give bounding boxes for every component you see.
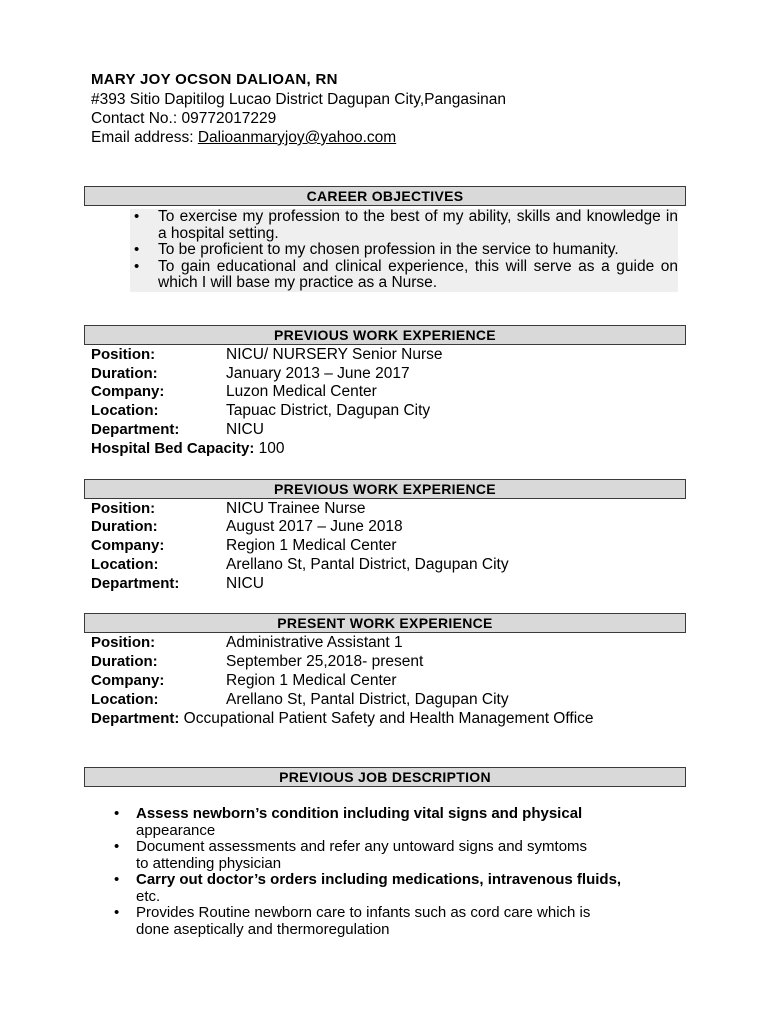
list-item-text: Provides Routine newborn care to infants such as cord care which is — [136, 904, 591, 921]
position-label: Position: — [91, 634, 156, 651]
email-label: Email address: — [91, 129, 198, 146]
duration-value: August 2017 – June 2018 — [226, 518, 403, 535]
department-label: Department: — [91, 421, 180, 438]
department-value: NICU — [226, 421, 264, 438]
position-value: Administrative Assistant 1 — [226, 634, 403, 651]
company-value: Luzon Medical Center — [226, 383, 377, 400]
list-item: • To gain educational and clinical experience, this will serve as a guide on which I will base my practice as a Nurse. — [130, 259, 678, 292]
experience-1-bed-capacity-row — [91, 439, 285, 458]
job-description-list — [112, 806, 702, 938]
department-value: Occupational Patient Safety and Health Management Office — [179, 710, 594, 727]
job-description-heading: PREVIOUS JOB DESCRIPTION — [84, 767, 686, 787]
list-item: • To be proficient to my chosen profession in the service to humanity. — [130, 242, 678, 259]
company-value: Region 1 Medical Center — [226, 672, 397, 689]
department-label: Department: — [91, 710, 180, 727]
company-value: Region 1 Medical Center — [226, 537, 397, 554]
location-value: Arellano St, Pantal District, Dagupan City — [226, 691, 509, 708]
list-item-text: Document assessments and refer any untoward signs and symtoms — [136, 838, 588, 855]
duration-label: Duration: — [91, 518, 158, 535]
email-link[interactable]: Dalioanmaryjoy@yahoo.com — [197, 129, 397, 146]
list-item — [112, 872, 702, 905]
career-objectives-list — [130, 209, 678, 292]
location-label: Location: — [91, 556, 159, 573]
department-value: NICU — [226, 575, 264, 592]
contact-line — [91, 110, 276, 128]
location-label: Location: — [91, 402, 159, 419]
list-item-text: Carry out doctor’s orders including medications, intravenous fluids, — [136, 871, 622, 888]
company-label: Company: — [91, 383, 165, 400]
experience-3-department-row — [91, 709, 594, 728]
experience-3-heading: PRESENT WORK EXPERIENCE — [84, 613, 686, 633]
contact-number: 09772017229 — [181, 110, 277, 127]
experience-1-heading: PREVIOUS WORK EXPERIENCE — [84, 325, 686, 345]
experience-2-heading: PREVIOUS WORK EXPERIENCE — [84, 479, 686, 499]
contact-label: Contact No.: — [91, 110, 182, 127]
position-label: Position: — [91, 500, 156, 517]
address: #393 Sitio Dapitilog Lucao District Dagupan City,Pangasinan — [91, 91, 507, 108]
list-item-text: etc. — [136, 887, 161, 905]
career-objectives-heading: CAREER OBJECTIVES — [84, 186, 686, 206]
list-item-text: to attending physician — [136, 854, 282, 872]
duration-label: Duration: — [91, 365, 158, 382]
list-item — [112, 806, 702, 839]
list-item-text: Assess newborn’s condition including vital signs and physical — [136, 805, 583, 822]
company-label: Company: — [91, 537, 165, 554]
applicant-name: MARY JOY OCSON DALIOAN, RN — [91, 71, 338, 88]
duration-value: September 25,2018- present — [226, 653, 424, 670]
department-label: Department: — [91, 575, 180, 592]
duration-label: Duration: — [91, 653, 158, 670]
email-line — [91, 129, 396, 147]
bed-capacity-value: 100 — [254, 440, 285, 457]
list-item-text: appearance — [136, 821, 216, 839]
bed-capacity-label: Hospital Bed Capacity: — [91, 440, 255, 457]
position-label: Position: — [91, 346, 156, 363]
location-value: Arellano St, Pantal District, Dagupan City — [226, 556, 509, 573]
company-label: Company: — [91, 672, 165, 689]
list-item — [112, 839, 702, 872]
location-label: Location: — [91, 691, 159, 708]
list-item-text: done aseptically and thermoregulation — [136, 920, 390, 938]
position-value: NICU Trainee Nurse — [226, 500, 366, 517]
list-item: • To exercise my profession to the best of my ability, skills and knowledge in a hospital setting. — [130, 209, 678, 242]
position-value: NICU/ NURSERY Senior Nurse — [226, 346, 443, 363]
list-item — [112, 905, 702, 938]
location-value: Tapuac District, Dagupan City — [226, 402, 431, 419]
duration-value: January 2013 – June 2017 — [226, 365, 410, 382]
